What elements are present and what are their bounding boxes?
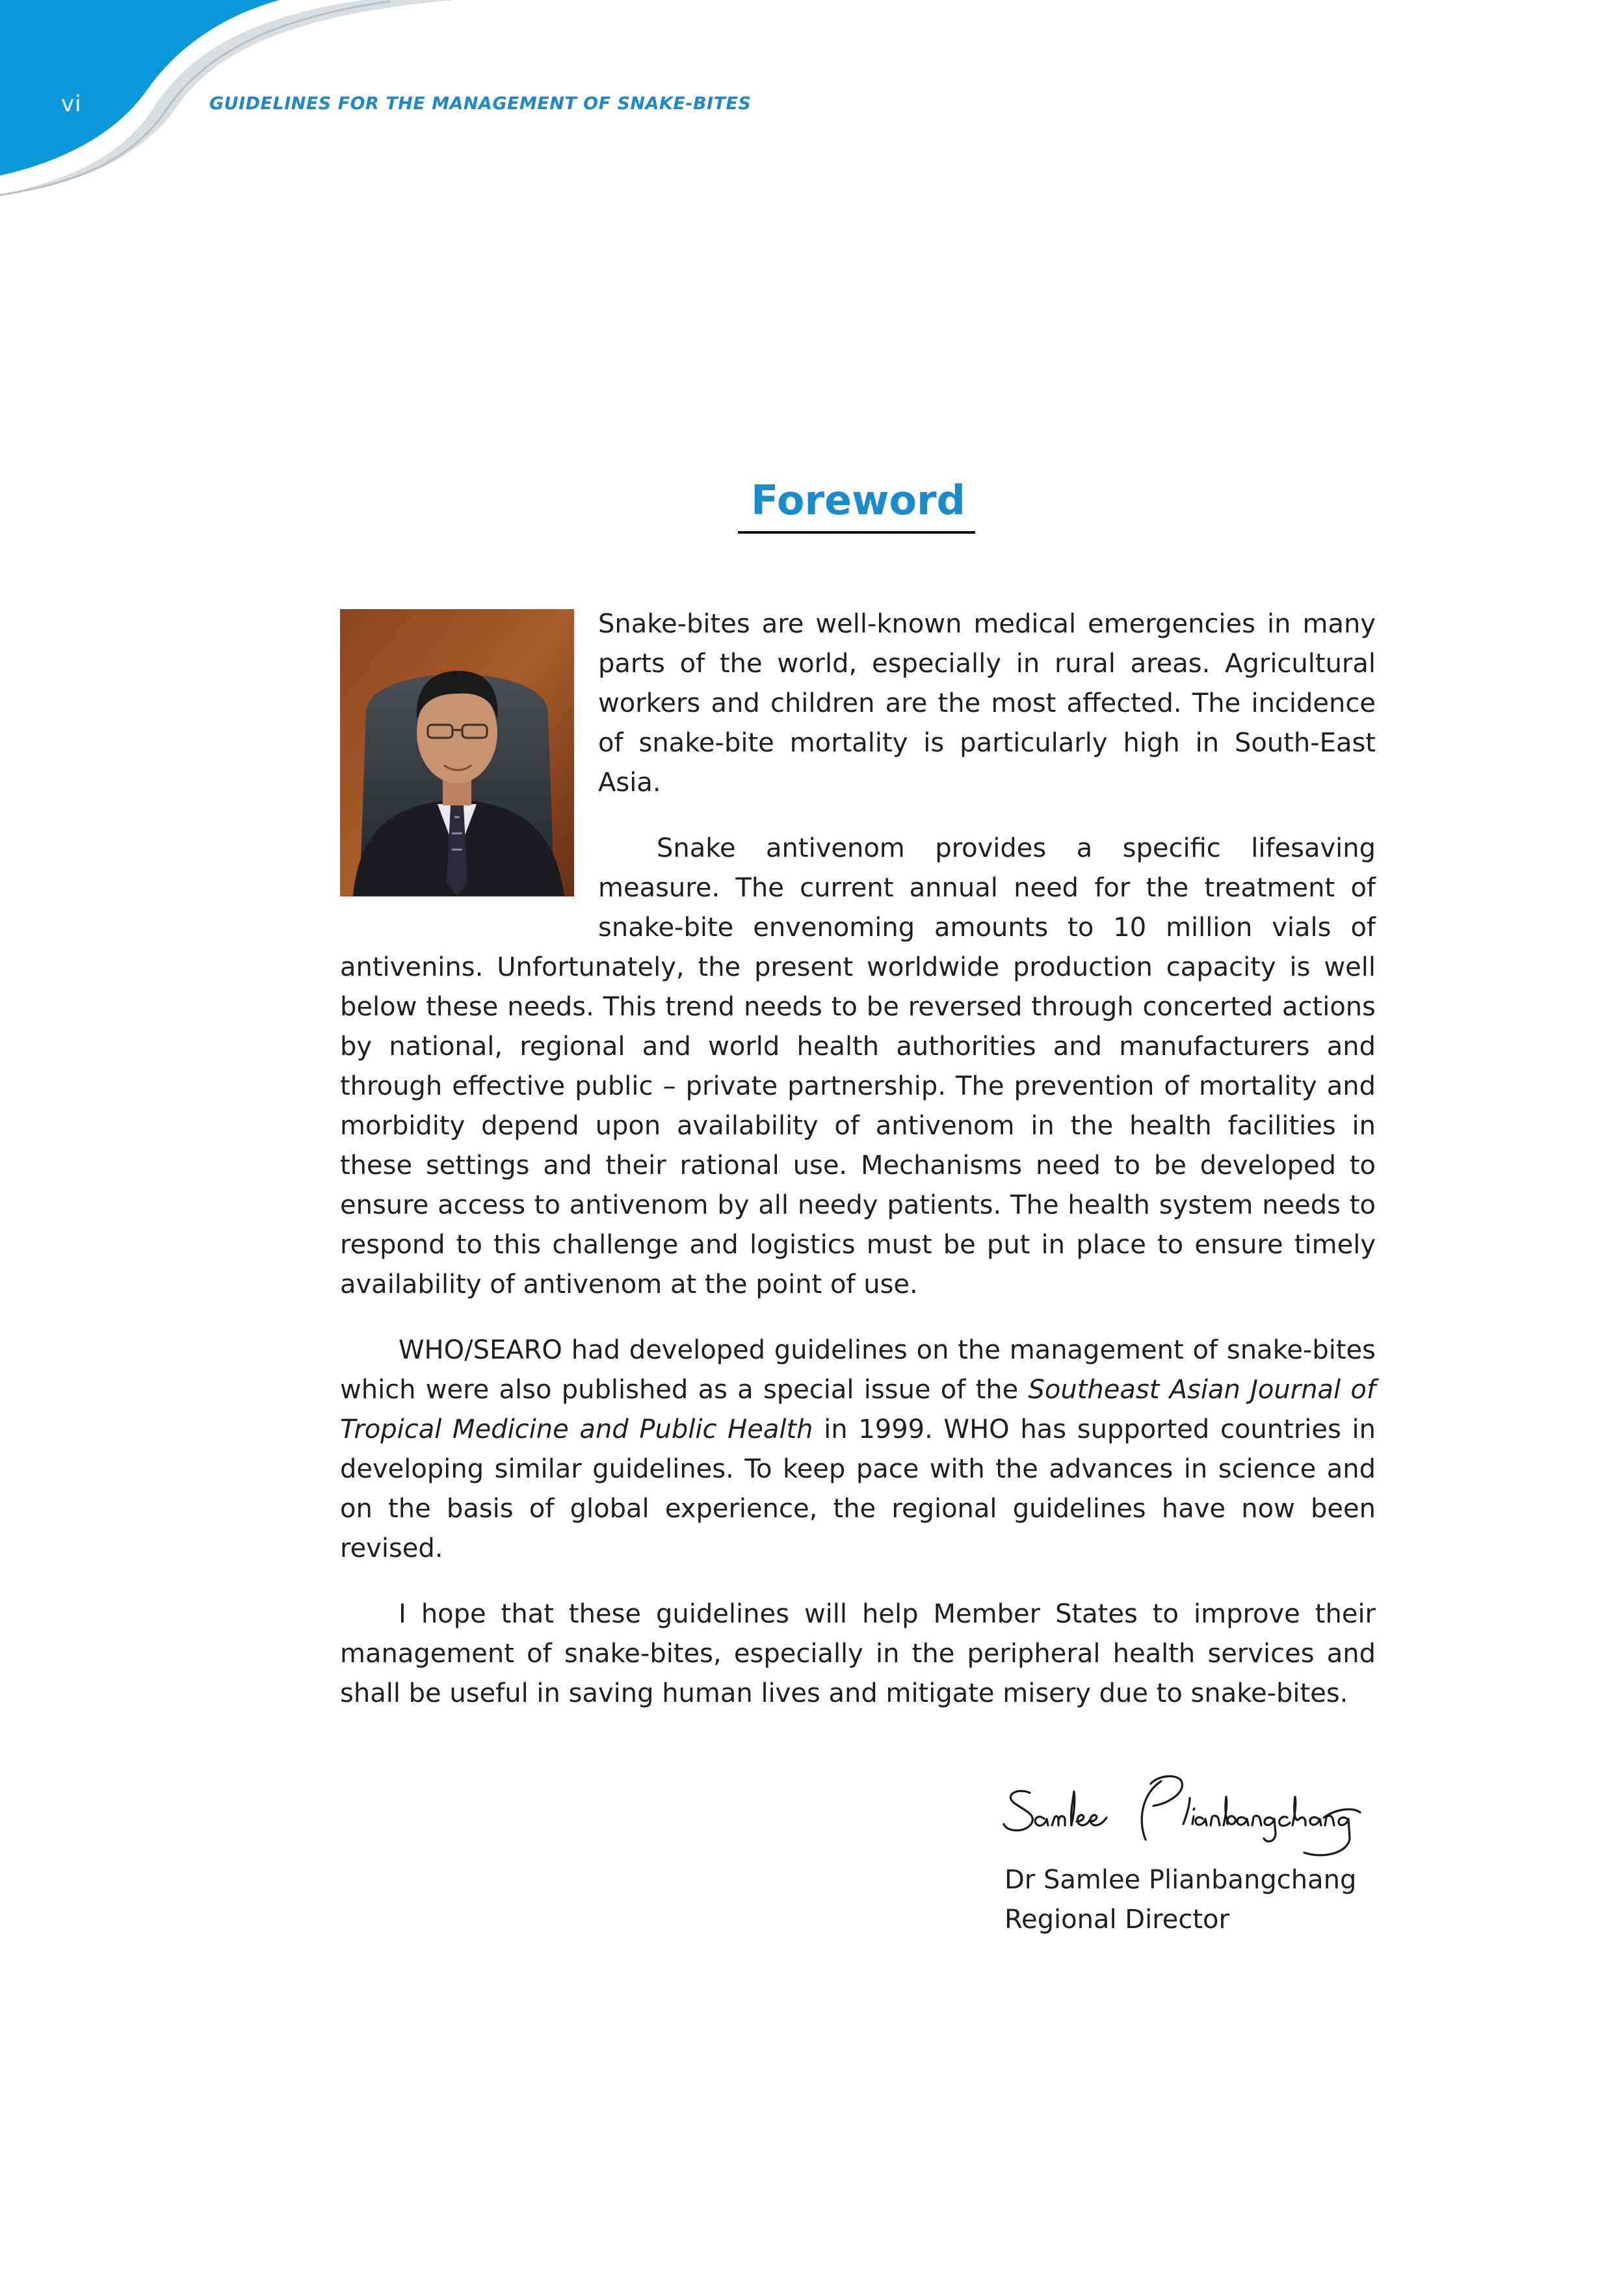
title-underline: [738, 531, 975, 534]
signatory-role: Regional Director: [1004, 1905, 1229, 1935]
journal-title: Southeast Asian Journal of Tropical Medicine and Public Health: [340, 1375, 1376, 1444]
paragraph-3-text-start: WHO/SEARO had developed guidelines on the management of snake-bites which were also published as a special issue of the: [340, 1335, 1376, 1405]
paragraph-4: I hope that these guidelines will help Member States to improve their management of snake-bites, especially in the peripheral health services and shall be useful in saving human lives and mitigate misery due to snake-bites.: [340, 1599, 1376, 1708]
handwritten-signature: [999, 1762, 1363, 1872]
signatory-name: Dr Samlee Plianbangchang: [1004, 1865, 1357, 1895]
paragraph-3-text-end: in 1999. WHO has supported countries in developing similar guidelines. To keep pace with the advances in science and on the basis of global experience, the regional guidelines have now been revised.: [340, 1415, 1376, 1563]
paragraph-1: Snake-bites are well-known medical emergencies in many parts of the world, especially in rural areas. Agricultural workers and children are the most affected. The incidence of snake-bite mortality is particularly high in South-East Asia.: [598, 609, 1376, 798]
page-title: Foreword: [751, 476, 965, 524]
paragraph-3: [340, 1331, 1376, 1569]
paragraph-2: Snake antivenom provides a specific lifesaving measure. The current annual need for the treatment of snake-bite envenoming amounts to 10 million vials of antivenins. Unfortunately, the present worldwide production capacity is well below these needs. This trend needs to be reversed through concerted actions by national, regional and world health authorities and manufacturers and through effective public – private partnership. The prevention of mortality and morbidity depend upon availability of antivenom in the health facilities in these settings and their rational use. Mechanisms need to be developed to ensure access to antivenom by all needy patients. The health system needs to respond to this challenge and logistics must be put in place to ensure timely availability of antivenom at the point of use.: [340, 833, 1376, 1299]
foreword-body: [340, 605, 1376, 1714]
running-head: GUIDELINES FOR THE MANAGEMENT OF SNAKE-BITES: [209, 94, 752, 114]
photo-float-spacer: [340, 605, 598, 922]
page-number: vi: [61, 91, 82, 117]
